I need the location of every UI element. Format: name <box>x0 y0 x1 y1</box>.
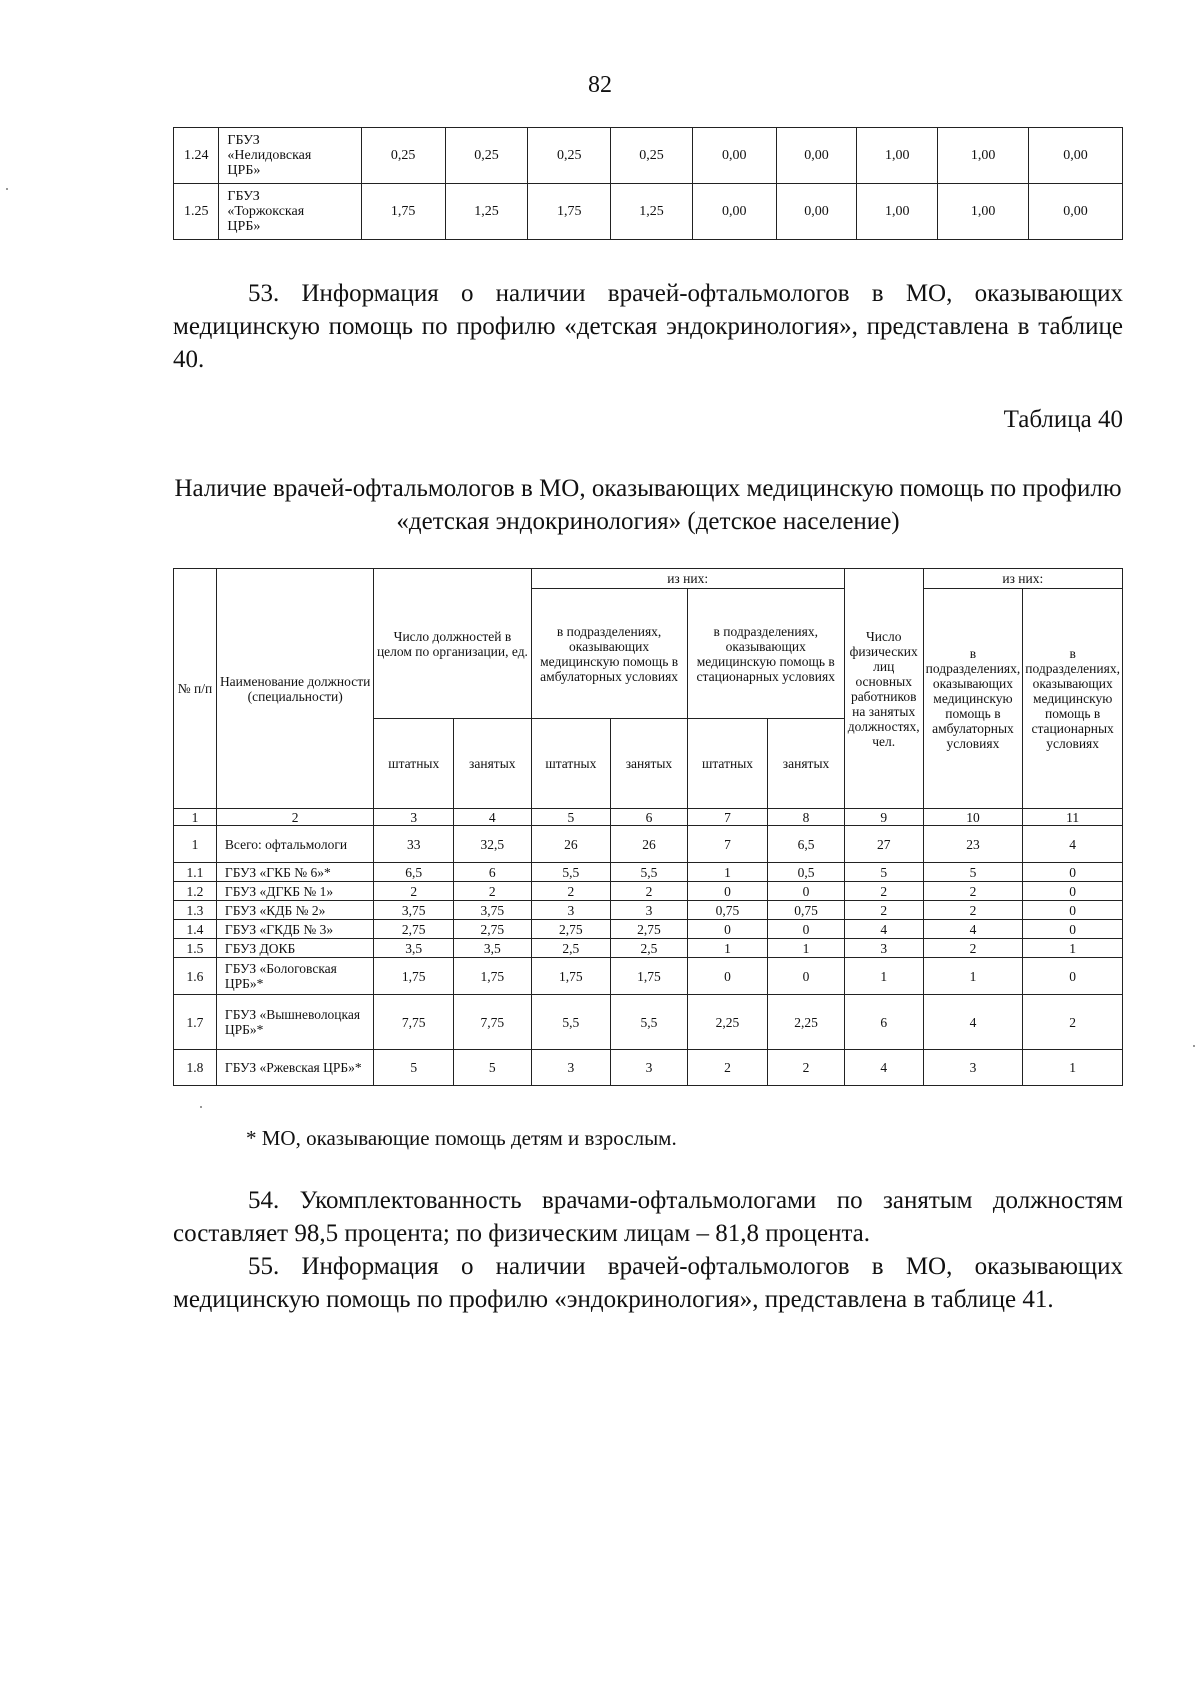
value-cell: 27 <box>844 826 923 863</box>
value-cell: 1 <box>687 939 768 958</box>
value-cell: 6,5 <box>374 863 454 882</box>
value-cell: 1,25 <box>445 184 528 240</box>
value-cell: 2 <box>923 901 1023 920</box>
value-cell: 0,00 <box>1029 128 1123 184</box>
value-cell: 32,5 <box>454 826 531 863</box>
value-cell: 4 <box>1023 826 1123 863</box>
paragraph-55: 55. Информация о наличии врачей-офтальмологов в МО, оказывающих медицинскую помощь по профилю «эндокринология», представлена в таблице 41. <box>173 1253 1123 1313</box>
paragraph-53: 53. Информация о наличии врачей-офтальмологов в МО, оказывающих медицинскую помощь по профилю «детская эндокринология», представлена в таблице 40. <box>173 280 1123 373</box>
value-cell: 4 <box>923 920 1023 939</box>
header-staff: штатных <box>374 719 454 809</box>
row-number: 1.7 <box>174 995 217 1050</box>
row-number: 1.5 <box>174 939 217 958</box>
value-cell: 1,00 <box>938 184 1029 240</box>
table-title: Наличие врачей-офтальмологов в МО, оказывающих медицинскую помощь по профилю «детская эндокринология» (детское население) <box>174 475 1122 535</box>
header-staff: штатных <box>687 719 768 809</box>
position-name: ГБУЗ «КДБ № 2» <box>216 901 373 920</box>
value-cell: 2,5 <box>531 939 611 958</box>
ophthalmologists-table <box>173 568 1123 1086</box>
column-number: 11 <box>1023 809 1123 826</box>
header-outpatient-persons: в подразделениях, оказывающих медицинскую помощь в амбулаторных условиях <box>923 589 1023 809</box>
header-outpatient: в подразделениях, оказывающих медицинскую помощь в амбулаторных условиях <box>531 589 687 719</box>
value-cell: 0,75 <box>768 901 845 920</box>
organization-name-line: ГБУЗ <box>227 133 260 148</box>
value-cell: 3 <box>844 939 923 958</box>
value-cell: 2 <box>844 901 923 920</box>
value-cell: 0,75 <box>687 901 768 920</box>
value-cell: 7,75 <box>374 995 454 1050</box>
scan-speck <box>1193 1045 1195 1047</box>
header-total-positions: Число должностей в целом по организации, ед. <box>374 569 531 719</box>
value-cell: 5 <box>454 1050 531 1086</box>
value-cell: 0,5 <box>768 863 845 882</box>
header-occupied: занятых <box>611 719 688 809</box>
value-cell: 2,75 <box>374 920 454 939</box>
column-number: 9 <box>844 809 923 826</box>
position-name: ГБУЗ ДОКБ <box>216 939 373 958</box>
header-physical-persons: Число физических лиц основных работников на занятых должностях, чел. <box>844 569 923 809</box>
value-cell: 0 <box>768 882 845 901</box>
value-cell: 1,00 <box>857 128 938 184</box>
column-number-row <box>174 809 1123 826</box>
header-staff: штатных <box>531 719 611 809</box>
page-number: 82 <box>588 72 612 98</box>
row-number: 1.25 <box>174 184 219 240</box>
position-name: ГБУЗ «Ржевская ЦРБ»* <box>216 1050 373 1086</box>
value-cell: 1,75 <box>374 958 454 995</box>
value-cell: 2,75 <box>611 920 688 939</box>
row-number: 1 <box>174 826 217 863</box>
value-cell: 2 <box>531 882 611 901</box>
column-number: 7 <box>687 809 768 826</box>
value-cell: 3 <box>531 901 611 920</box>
value-cell: 23 <box>923 826 1023 863</box>
value-cell: 0 <box>1023 958 1123 995</box>
value-cell: 0,25 <box>361 128 445 184</box>
value-cell: 3 <box>611 1050 688 1086</box>
value-cell: 2 <box>611 882 688 901</box>
organization-name <box>219 184 361 240</box>
organization-name-line: «Торжокская <box>227 204 305 219</box>
value-cell: 2 <box>923 939 1023 958</box>
value-cell: 0 <box>768 920 845 939</box>
column-number: 3 <box>374 809 454 826</box>
continuation-table <box>173 127 1123 240</box>
value-cell: 7 <box>687 826 768 863</box>
value-cell: 0,00 <box>692 184 776 240</box>
value-cell: 26 <box>531 826 611 863</box>
value-cell: 0 <box>687 882 768 901</box>
table-row <box>174 958 1123 995</box>
table-row <box>174 1050 1123 1086</box>
column-number: 4 <box>454 809 531 826</box>
column-number: 8 <box>768 809 845 826</box>
column-number: 6 <box>611 809 688 826</box>
value-cell: 1,75 <box>361 184 445 240</box>
value-cell: 0 <box>768 958 845 995</box>
position-name: Всего: офтальмологи <box>216 826 373 863</box>
value-cell: 1,75 <box>528 184 611 240</box>
value-cell: 0,25 <box>611 128 693 184</box>
header-inpatient: в подразделениях, оказывающих медицинскую помощь в стационарных условиях <box>687 589 844 719</box>
value-cell: 3 <box>923 1050 1023 1086</box>
value-cell: 1 <box>844 958 923 995</box>
row-number: 1.24 <box>174 128 219 184</box>
table-row <box>174 920 1123 939</box>
table-row <box>174 184 1123 240</box>
value-cell: 3,5 <box>374 939 454 958</box>
value-cell: 2 <box>687 1050 768 1086</box>
table-row <box>174 939 1123 958</box>
table-label: Таблица 40 <box>1003 406 1123 433</box>
table-row <box>174 901 1123 920</box>
value-cell: 0,00 <box>776 128 857 184</box>
table-row <box>174 995 1123 1050</box>
value-cell: 2 <box>454 882 531 901</box>
value-cell: 1,75 <box>611 958 688 995</box>
position-name: ГБУЗ «Вышневолоцкая ЦРБ»* <box>216 995 373 1050</box>
value-cell: 1,00 <box>938 128 1029 184</box>
position-name: ГБУЗ «ДГКБ № 1» <box>216 882 373 901</box>
position-name: ГБУЗ «Бологовская ЦРБ»* <box>216 958 373 995</box>
value-cell: 5,5 <box>531 863 611 882</box>
value-cell: 2 <box>374 882 454 901</box>
value-cell: 4 <box>844 920 923 939</box>
value-cell: 3 <box>531 1050 611 1086</box>
table-row <box>174 826 1123 863</box>
row-number: 1.4 <box>174 920 217 939</box>
value-cell: 0 <box>1023 920 1123 939</box>
organization-name-line: ГБУЗ <box>227 189 260 204</box>
value-cell: 2,75 <box>454 920 531 939</box>
table-row <box>174 128 1123 184</box>
value-cell: 0 <box>1023 882 1123 901</box>
value-cell: 0 <box>687 920 768 939</box>
value-cell: 1 <box>1023 939 1123 958</box>
value-cell: 6,5 <box>768 826 845 863</box>
header-inpatient-persons: в подразделениях, оказывающих медицинскую помощь в стационарных условиях <box>1023 589 1123 809</box>
header-name: Наименование должности (специальности) <box>216 569 373 809</box>
header-num: № п/п <box>174 569 217 809</box>
value-cell: 0,00 <box>776 184 857 240</box>
value-cell: 3 <box>611 901 688 920</box>
table-row <box>174 882 1123 901</box>
value-cell: 0 <box>1023 863 1123 882</box>
value-cell: 1,25 <box>611 184 693 240</box>
value-cell: 5 <box>374 1050 454 1086</box>
value-cell: 2,75 <box>531 920 611 939</box>
value-cell: 2,5 <box>611 939 688 958</box>
value-cell: 5 <box>923 863 1023 882</box>
column-number: 1 <box>174 809 217 826</box>
value-cell: 5,5 <box>611 863 688 882</box>
value-cell: 26 <box>611 826 688 863</box>
value-cell: 1 <box>687 863 768 882</box>
value-cell: 2 <box>1023 995 1123 1050</box>
column-number: 5 <box>531 809 611 826</box>
position-name: ГБУЗ «ГКБ № 6»* <box>216 863 373 882</box>
value-cell: 1 <box>1023 1050 1123 1086</box>
value-cell: 3,5 <box>454 939 531 958</box>
value-cell: 3,75 <box>454 901 531 920</box>
table-row <box>174 863 1123 882</box>
value-cell: 2,25 <box>687 995 768 1050</box>
scan-speck <box>200 1106 202 1108</box>
row-number: 1.3 <box>174 901 217 920</box>
column-number: 2 <box>216 809 373 826</box>
value-cell: 1,00 <box>857 184 938 240</box>
position-name: ГБУЗ «ГКДБ № 3» <box>216 920 373 939</box>
value-cell: 0 <box>687 958 768 995</box>
value-cell: 4 <box>844 1050 923 1086</box>
value-cell: 4 <box>923 995 1023 1050</box>
value-cell: 0 <box>1023 901 1123 920</box>
row-number: 1.2 <box>174 882 217 901</box>
value-cell: 5,5 <box>531 995 611 1050</box>
value-cell: 7,75 <box>454 995 531 1050</box>
value-cell: 1 <box>768 939 845 958</box>
value-cell: 33 <box>374 826 454 863</box>
header-of-them-2: из них: <box>923 569 1122 589</box>
value-cell: 2,25 <box>768 995 845 1050</box>
column-number: 10 <box>923 809 1023 826</box>
value-cell: 5,5 <box>611 995 688 1050</box>
organization-name-line: ЦРБ» <box>227 219 261 234</box>
value-cell: 2 <box>844 882 923 901</box>
value-cell: 6 <box>844 995 923 1050</box>
paragraph-54: 54. Укомплектованность врачами-офтальмологами по занятым должностям составляет 98,5 процента; по физическим лицам – 81,8 процента. <box>173 1187 1123 1247</box>
value-cell: 0,25 <box>528 128 611 184</box>
value-cell: 3,75 <box>374 901 454 920</box>
value-cell: 5 <box>844 863 923 882</box>
row-number: 1.1 <box>174 863 217 882</box>
row-number: 1.6 <box>174 958 217 995</box>
value-cell: 2 <box>923 882 1023 901</box>
value-cell: 6 <box>454 863 531 882</box>
row-number: 1.8 <box>174 1050 217 1086</box>
organization-name-line: «Нелидовская <box>227 148 312 163</box>
header-occupied: занятых <box>454 719 531 809</box>
organization-name <box>219 128 361 184</box>
value-cell: 2 <box>768 1050 845 1086</box>
value-cell: 1,75 <box>454 958 531 995</box>
scan-speck <box>6 188 8 190</box>
organization-name-line: ЦРБ» <box>227 163 261 178</box>
value-cell: 0,00 <box>692 128 776 184</box>
footnote: * МО, оказывающие помощь детям и взрослым. <box>246 1126 677 1150</box>
header-of-them-1: из них: <box>531 569 844 589</box>
value-cell: 1 <box>923 958 1023 995</box>
header-occupied: занятых <box>768 719 845 809</box>
value-cell: 0,00 <box>1029 184 1123 240</box>
value-cell: 0,25 <box>445 128 528 184</box>
value-cell: 1,75 <box>531 958 611 995</box>
